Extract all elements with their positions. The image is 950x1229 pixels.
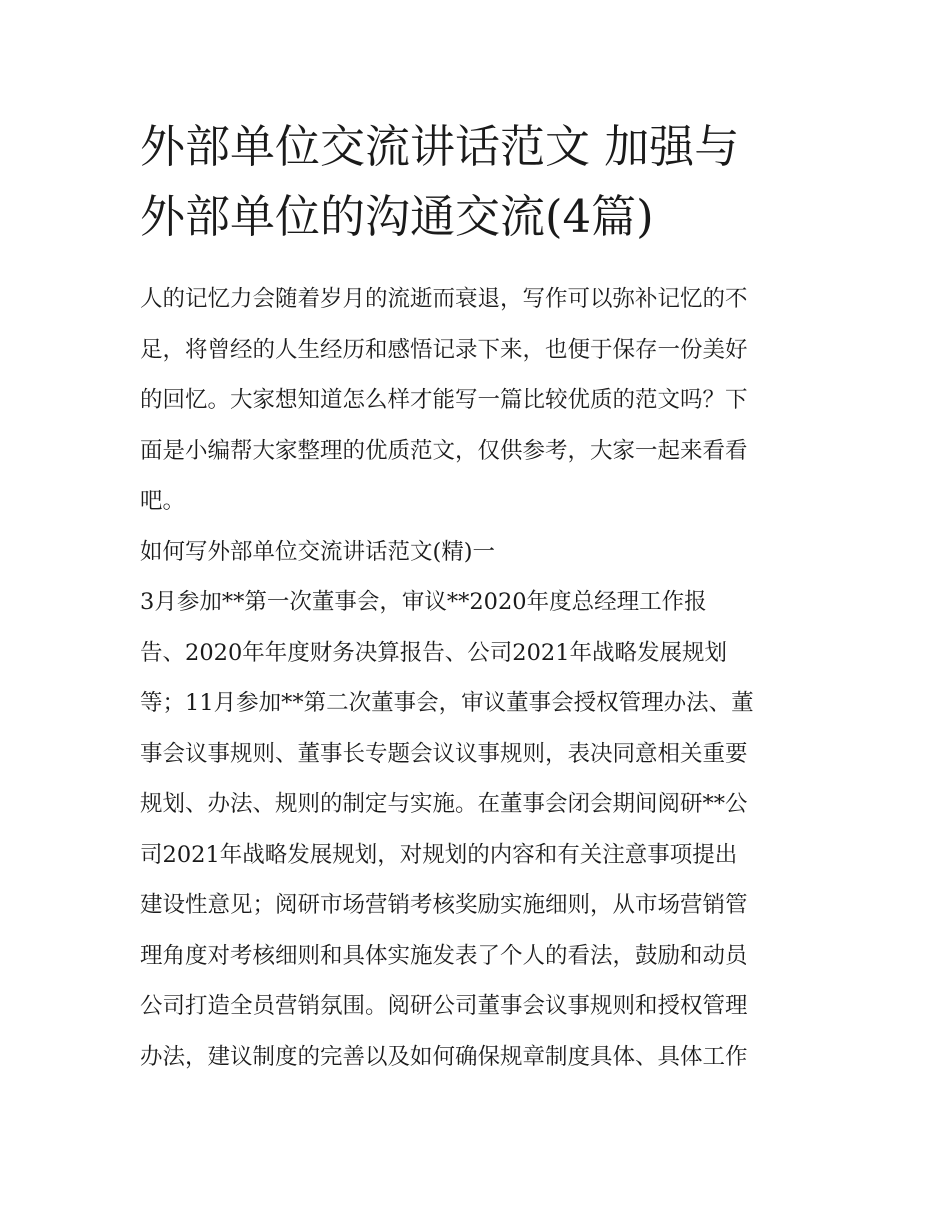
section-line: 事会议事规则、董事长专题会议议事规则，表决同意相关重要 [140, 740, 748, 767]
title-line: 外部单位交流讲话范文 加强与 [140, 120, 740, 173]
intro-line: 吧。 [140, 488, 186, 514]
section-line: 3月参加**第一次董事会，审议**2020年度总经理工作报 [140, 589, 707, 615]
section-line: 司2021年战略发展规划，对规划的内容和有关注意事项提出 [140, 841, 738, 868]
title-line: 外部单位的沟通交流(4篇) [140, 190, 654, 243]
section-line: 办法，建议制度的完善以及如何确保规章制度具体、具体工作 [140, 1043, 748, 1070]
section-line: 告、2020年年度财务决算报告、公司2021年战略发展规划 [140, 639, 728, 666]
document-body [140, 274, 812, 1082]
section-heading: 如何写外部单位交流讲话范文(精)一 [140, 538, 496, 565]
intro-line: 面是小编帮大家整理的优质范文，仅供参考，大家一起来看看 [140, 437, 748, 464]
document-page [140, 112, 812, 1082]
intro-paragraph [140, 274, 812, 527]
section-line: 公司打造全员营销氛围。阅研公司董事会议事规则和授权管理 [140, 993, 748, 1019]
section-line: 理角度对考核细则和具体实施发表了个人的看法，鼓励和动员 [140, 942, 748, 969]
intro-line: 人的记忆力会随着岁月的流逝而衰退，写作可以弥补记忆的不 [140, 286, 748, 312]
section-line: 等；11月参加**第二次董事会，审议董事会授权管理办法、董 [140, 690, 754, 716]
section-line: 规划、办法、规则的制定与实施。在董事会闭会期间阅研**公 [140, 791, 748, 817]
document-title [140, 112, 812, 252]
section-paragraph [140, 577, 812, 1082]
intro-line: 足，将曾经的人生经历和感悟记录下来，也便于保存一份美好 [140, 336, 748, 363]
intro-line: 的回忆。大家想知道怎么样才能写一篇比较优质的范文吗？下 [140, 387, 748, 413]
section-line: 建设性意见；阅研市场营销考核奖励实施细则，从市场营销管 [140, 892, 748, 918]
